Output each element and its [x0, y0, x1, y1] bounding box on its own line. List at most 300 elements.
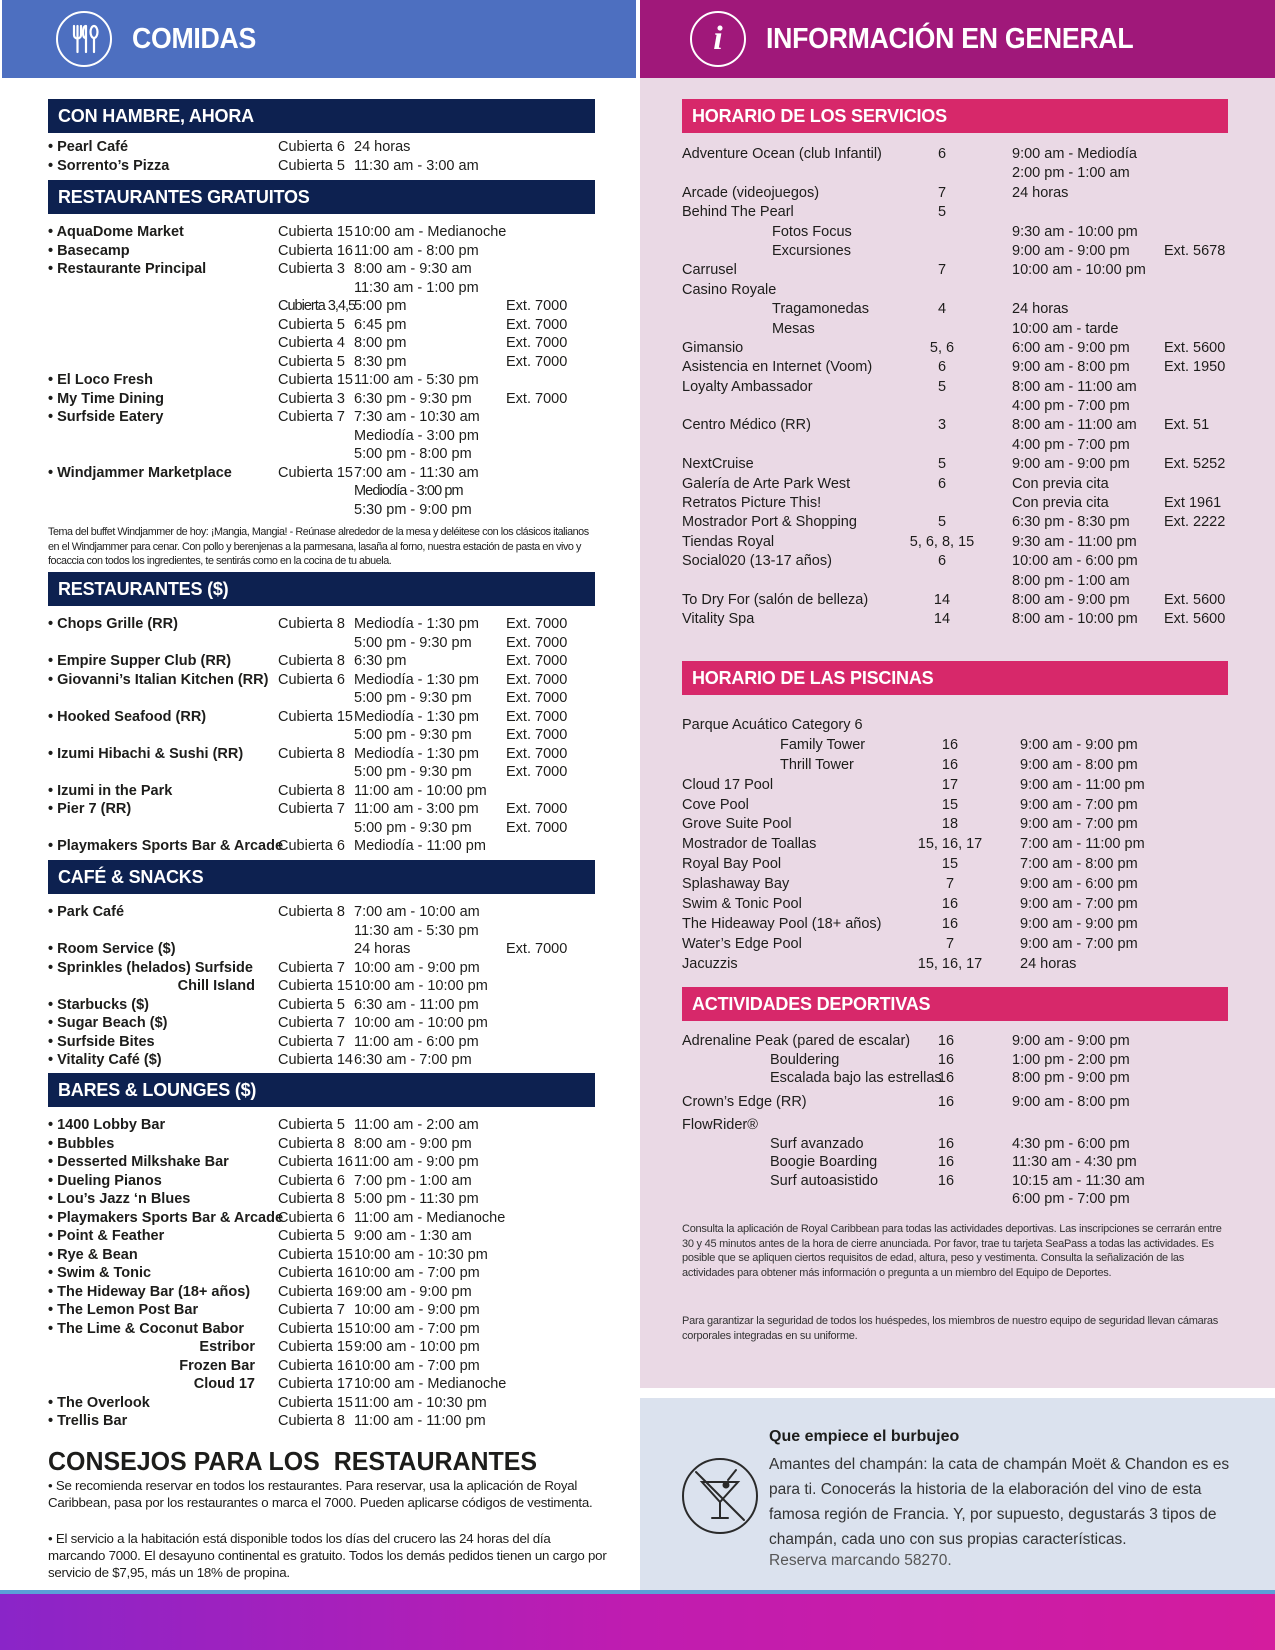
list-item [48, 1014, 608, 1033]
item-location: Cubierta 5 [278, 157, 345, 174]
item-location: Cubierta 15 [278, 1320, 353, 1337]
item-hours: Mediodía - 3:00 pm [354, 427, 479, 444]
item-hours: 5:00 pm - 9:30 pm [354, 727, 472, 743]
list-item [682, 494, 1242, 513]
item-location: Cubierta 8 [278, 653, 345, 669]
list-item [48, 390, 608, 409]
item-name: • Bubbles [48, 1135, 115, 1152]
list-item [48, 615, 608, 634]
list-item [682, 855, 1242, 875]
list-item [48, 1246, 608, 1265]
item-hours: Mediodía - 1:30 pm [354, 616, 479, 632]
list-item [682, 203, 1242, 222]
item-location: 4 [937, 301, 947, 318]
list-bares-lounges [48, 1116, 608, 1431]
item-name: • Pearl Café [48, 139, 129, 155]
item-location: 3 [937, 417, 947, 434]
list-item [682, 875, 1242, 895]
list-item [48, 1394, 608, 1413]
item-hours: 9:00 am - 9:00 pm [1020, 915, 1138, 932]
item-name: Carrusel [682, 262, 737, 279]
champagne-title: Que empiece el burbujeo [769, 1428, 960, 1445]
item-extension: Ext. 7000 [506, 390, 568, 407]
item-name: Mesas [772, 320, 815, 337]
item-hours: 10:00 am - 7:00 pm [354, 1320, 480, 1337]
item-name: NextCruise [682, 456, 754, 473]
comidas-header [2, 0, 636, 78]
list-item [682, 1190, 1242, 1209]
item-extension: Ext. 7000 [506, 616, 568, 632]
item-name: Splashaway Bay [682, 876, 790, 893]
list-item [48, 157, 608, 176]
item-hours: 4:00 pm - 7:00 pm [1012, 398, 1130, 415]
list-item [682, 320, 1242, 339]
item-extension: Ext. 1950 [1164, 359, 1226, 376]
item-hours: 9:00 am - 7:00 pm [1020, 796, 1138, 813]
item-location: Cubierta 15 [278, 708, 353, 725]
item-name: Loyalty Ambassador [682, 378, 813, 395]
item-name: • The Overlook [48, 1394, 150, 1411]
item-hours: 5:00 pm - 9:30 pm [354, 819, 472, 836]
item-name: Escalada bajo las estrellas [770, 1070, 942, 1086]
item-name: • El Loco Fresh [48, 372, 153, 388]
item-hours: 4:00 pm - 7:00 pm [1012, 436, 1130, 453]
item-hours: 11:30 am - 1:00 pm [354, 279, 479, 296]
item-name: Water’s Edge Pool [682, 935, 802, 952]
item-name: Gimansio [682, 339, 744, 356]
item-hours: 2:00 pm - 1:00 am [1012, 165, 1130, 182]
item-extension: Ext. 7000 [506, 819, 568, 836]
item-hours: 7:30 am - 10:30 am [354, 409, 480, 425]
section-actividades-deportivas: ACTIVIDADES DEPORTIVAS [682, 987, 1228, 1021]
list-item [48, 138, 608, 157]
windjammer-note: Tema del buffet Windjammer de hoy: ¡Mangia, Mangia! - Reúnase alrededor de la mesa y deléitese con los clásicos italianos en el Windjammer para cenar. Con pollo y berenjenas a la parmesana, lasaña al forno, nuestra estación de pasta en vivo y focaccia con todos los ingredientes, te sentirás como en la cocina de tu abuela. [48, 526, 589, 568]
item-location: 15 [941, 796, 959, 813]
item-hours: 6:00 pm - 7:00 pm [1012, 1191, 1130, 1207]
item-name: • Giovanni’s Italian Kitchen (RR) [48, 671, 269, 688]
item-name: Arcade (videojuegos) [682, 184, 820, 201]
item-hours: 8:00 pm - 9:00 pm [1012, 1070, 1130, 1086]
martini-icon [682, 1458, 758, 1534]
item-name: Adrenaline Peak (pared de escalar) [682, 1033, 911, 1049]
consejos-title: CONSEJOS PARA LOS RESTAURANTES [48, 1446, 538, 1476]
item-hours: 6:45 pm [354, 316, 407, 333]
item-extension: Ext 1961 [1164, 495, 1222, 512]
list-item [48, 745, 608, 764]
item-name: Grove Suite Pool [682, 816, 792, 833]
item-name: The Hideaway Pool (18+ años) [682, 915, 882, 932]
item-name: • Windjammer Marketplace [48, 464, 232, 481]
list-item [48, 977, 608, 996]
item-name: • Playmakers Sports Bar & Arcade [48, 838, 284, 854]
item-name: • My Time Dining [48, 390, 164, 407]
list-item [682, 610, 1242, 629]
item-hours: 10:00 am - tarde [1012, 320, 1119, 337]
item-hours: 11:00 am - 5:30 pm [354, 372, 479, 388]
item-hours: 10:00 am - 7:00 pm [354, 1265, 480, 1281]
item-hours: 9:00 am - Mediodía [1012, 146, 1137, 162]
item-location: Cubierta 5 [278, 1117, 345, 1133]
list-item [682, 145, 1242, 164]
list-item [48, 1051, 608, 1070]
section-con-hambre: CON HAMBRE, AHORA [48, 99, 595, 133]
item-name: • Empire Supper Club (RR) [48, 653, 232, 669]
item-location: Cubierta 3 [278, 261, 345, 277]
list-item [682, 1032, 1242, 1051]
item-hours: 11:30 am - 4:30 pm [1012, 1154, 1137, 1170]
list-item [682, 184, 1242, 203]
item-name: Tragamonedas [772, 301, 869, 318]
list-item [48, 689, 608, 708]
list-item [682, 1069, 1242, 1088]
item-name: • Pier 7 (RR) [48, 801, 132, 817]
item-name: Excursiones [772, 242, 851, 259]
list-item [682, 416, 1242, 435]
item-location: Cubierta 17 [278, 1376, 353, 1392]
item-hours: 8:00 am - 10:00 pm [1012, 611, 1138, 628]
list-item [48, 671, 608, 690]
info-title: INFORMACIÓN EN GENERAL [766, 22, 1134, 55]
item-location: Cubierta 15 [278, 1246, 353, 1263]
item-hours: 10:00 am - 9:00 pm [354, 959, 480, 976]
item-extension: Ext. 5678 [1164, 242, 1226, 259]
list-horario-piscinas [682, 716, 1242, 975]
item-extension: Ext. 2222 [1164, 514, 1226, 531]
item-location: Cubierta 7 [278, 801, 345, 817]
section-horario-servicios: HORARIO DE LOS SERVICIOS [682, 99, 1228, 133]
list-item [48, 1209, 608, 1228]
list-item [48, 1338, 608, 1357]
item-hours: 10:00 am - 10:00 pm [1012, 262, 1146, 279]
section-restaurantes-gratuitos: RESTAURANTES GRATUITOS [48, 180, 595, 214]
item-hours: 10:00 am - 7:00 pm [354, 1357, 480, 1374]
item-location: Cubierta 15 [278, 978, 353, 994]
info-header [640, 0, 1275, 78]
item-hours: Con previa cita [1012, 475, 1109, 492]
item-location: 5 [937, 204, 947, 221]
item-name: • Sugar Beach ($) [48, 1015, 168, 1031]
item-location: Cubierta 7 [278, 959, 345, 976]
item-extension: Ext. 7000 [506, 690, 568, 706]
item-name: FlowRider® [682, 1117, 758, 1133]
item-location: 16 [941, 896, 959, 913]
item-location: Cubierta 4 [278, 335, 345, 351]
item-hours: 10:00 am - 10:30 pm [354, 1246, 488, 1263]
item-hours: 6:30 am - 11:00 pm [354, 996, 479, 1013]
item-location: Cubierta 5 [278, 996, 345, 1013]
item-hours: 1:00 pm - 2:00 pm [1012, 1051, 1130, 1068]
item-location: Cubierta 8 [278, 1413, 345, 1429]
seguridad-note: Para garantizar la seguridad de todos los huéspedes, los miembros de nuestro equipo de seguridad llevan cámaras corporales integradas en su uniforme. [682, 1315, 1219, 1342]
item-location: 16 [941, 915, 959, 932]
list-actividades-deportivas [682, 1032, 1242, 1209]
item-hours: 7:00 am - 11:30 am [354, 464, 479, 481]
list-restaurantes-pago [48, 615, 608, 856]
item-location: 14 [933, 591, 951, 608]
item-location: 7 [937, 262, 947, 279]
item-name: Parque Acuático Category 6 [682, 717, 863, 733]
item-hours: 11:30 am - 5:30 pm [354, 922, 479, 939]
list-item [48, 279, 608, 298]
item-hours: 8:00 am - 9:00 pm [354, 1135, 472, 1152]
item-location: 5, 6, 8, 15 [909, 533, 975, 550]
item-hours: Con previa cita [1012, 495, 1109, 512]
list-item [682, 261, 1242, 280]
item-location: Cubierta 15 [278, 464, 353, 481]
item-location: 5 [937, 514, 947, 531]
list-item [48, 1153, 608, 1172]
item-hours: 9:00 am - 1:30 am [354, 1228, 472, 1244]
item-hours: 8:00 am - 11:00 am [1012, 378, 1137, 395]
list-item [48, 464, 608, 483]
item-hours: 24 horas [1012, 301, 1069, 318]
item-extension: Ext. 7000 [506, 316, 568, 333]
footer-band [0, 1594, 1275, 1650]
item-name: • Surfside Bites [48, 1033, 155, 1050]
item-location: 7 [945, 935, 955, 952]
item-hours: 9:30 am - 10:00 pm [1012, 223, 1138, 240]
item-name: • Point & Feather [48, 1228, 165, 1244]
item-name: • Surfside Eatery [48, 409, 164, 425]
list-item [48, 297, 608, 316]
item-extension: Ext. 7000 [506, 653, 568, 669]
list-item [682, 935, 1242, 955]
item-hours: 11:00 am - 8:00 pm [354, 242, 479, 259]
item-name: • Lou’s Jazz ‘n Blues [48, 1191, 191, 1207]
info-icon: i [690, 11, 746, 67]
item-location: Cubierta 16 [278, 1283, 353, 1300]
item-name: Adventure Ocean (club Infantil) [682, 146, 882, 162]
item-hours: Mediodía - 11:00 pm [354, 838, 486, 854]
item-location: 16 [937, 1135, 955, 1152]
list-item [48, 1172, 608, 1191]
item-extension: Ext. 7000 [506, 801, 568, 817]
list-item [682, 1172, 1242, 1191]
item-location: Cubierta 7 [278, 409, 345, 425]
item-hours: 11:00 am - Medianoche [354, 1209, 506, 1226]
list-horario-servicios [682, 145, 1242, 630]
item-name: • Izumi Hibachi & Sushi (RR) [48, 745, 244, 762]
item-hours: 5:00 pm - 9:30 pm [354, 634, 472, 651]
item-hours: 11:00 am - 10:00 pm [354, 782, 487, 799]
item-name: Mostrador de Toallas [682, 836, 817, 853]
list-item [682, 1111, 1242, 1135]
list-item [48, 1301, 608, 1320]
item-hours: 24 horas [354, 941, 411, 957]
item-hours: 10:15 am - 11:30 am [1012, 1172, 1145, 1189]
item-hours: 11:00 am - 10:30 pm [354, 1394, 487, 1411]
item-location: 16 [937, 1154, 955, 1170]
item-name: To Dry For (salón de belleza) [682, 591, 869, 608]
item-name: Cloud 17 [193, 1376, 255, 1392]
consejos-p2: • El servicio a la habitación está disponible todos los días del crucero las 24 horas del día marcando 7000. El desayuno continental es gratuito. Todos los demás pedidos tienen un cargo por servicio de $7,95, más un 18% de propina. [48, 1531, 607, 1581]
item-location: Cubierta 16 [278, 1357, 353, 1374]
item-hours: 9:00 am - 11:00 pm [1020, 776, 1145, 793]
item-hours: 24 horas [1020, 955, 1077, 972]
item-location: Cubierta 8 [278, 782, 345, 799]
item-location: 16 [941, 736, 959, 753]
list-item [48, 726, 608, 745]
list-item [682, 281, 1242, 300]
item-location: Cubierta 15 [278, 1394, 353, 1411]
item-hours: 4:30 pm - 6:00 pm [1012, 1135, 1130, 1152]
item-hours: 9:00 am - 9:00 pm [1012, 242, 1130, 259]
list-item [682, 1088, 1242, 1112]
list-item [682, 591, 1242, 610]
list-item [48, 1190, 608, 1209]
item-name: • Vitality Café ($) [48, 1052, 162, 1068]
list-restaurantes-gratuitos [48, 223, 608, 519]
item-name: Thrill Tower [780, 756, 854, 773]
section-bares-lounges: BARES & LOUNGES ($) [48, 1073, 595, 1107]
list-item [48, 837, 608, 856]
item-hours: Mediodía - 1:30 pm [354, 671, 479, 688]
list-item [682, 300, 1242, 319]
section-horario-piscinas: HORARIO DE LAS PISCINAS [682, 661, 1228, 695]
list-item [48, 1283, 608, 1302]
list-item [682, 358, 1242, 377]
item-location: Cubierta 5 [278, 316, 345, 333]
item-name: • Dueling Pianos [48, 1172, 162, 1189]
item-location: 16 [937, 1093, 955, 1110]
list-item [682, 378, 1242, 397]
item-hours: 5:00 pm - 11:30 pm [354, 1191, 479, 1207]
list-item [48, 1116, 608, 1135]
item-location: Cubierta 5 [278, 353, 345, 370]
item-hours: 8:00 am - 9:30 am [354, 261, 472, 277]
item-name: Swim & Tonic Pool [682, 896, 802, 913]
item-hours: 9:00 am - 8:00 pm [1012, 359, 1130, 376]
list-item [48, 371, 608, 390]
item-name: • Swim & Tonic [48, 1265, 152, 1281]
item-location: 5 [937, 378, 947, 395]
item-location: 6 [937, 359, 947, 376]
champagne-promo [640, 1398, 1275, 1593]
item-location: 17 [941, 776, 959, 793]
item-name: Tiendas Royal [682, 533, 775, 550]
champagne-cta: Reserva marcando 58270. [769, 1552, 952, 1569]
item-hours: 8:00 pm [354, 335, 407, 351]
item-extension: Ext. 7000 [506, 634, 568, 651]
list-item [48, 652, 608, 671]
item-name: • Desserted Milkshake Bar [48, 1154, 229, 1170]
item-hours: 9:00 am - 10:00 pm [354, 1339, 480, 1355]
item-hours: 9:00 am - 7:00 pm [1020, 935, 1138, 952]
list-item [48, 1033, 608, 1052]
item-location: 15, 16, 17 [917, 955, 983, 972]
item-extension: Ext. 7000 [506, 745, 568, 762]
item-hours: 9:00 am - 6:00 pm [1020, 876, 1138, 893]
list-item [48, 353, 608, 372]
item-location: 7 [945, 876, 955, 893]
item-hours: 5:00 pm [354, 298, 407, 314]
item-name: • Rye & Bean [48, 1246, 138, 1263]
item-location: 15 [941, 856, 959, 873]
item-name: Asistencia en Internet (Voom) [682, 359, 873, 376]
list-item [48, 260, 608, 279]
item-hours: 7:00 am - 8:00 pm [1020, 856, 1138, 873]
list-item [682, 915, 1242, 935]
item-location: 16 [937, 1172, 955, 1189]
list-item [48, 763, 608, 782]
item-extension: Ext. 7000 [506, 671, 568, 688]
list-item [48, 940, 608, 959]
item-location: Cubierta 8 [278, 616, 345, 632]
item-name: Surf avanzado [770, 1135, 864, 1152]
item-hours: 5:00 pm - 9:30 pm [354, 690, 472, 706]
item-name: Surf autoasistido [770, 1172, 879, 1189]
item-extension: Ext. 7000 [506, 941, 568, 957]
list-item [48, 445, 608, 464]
item-name: • 1400 Lobby Bar [48, 1117, 166, 1133]
item-hours: 6:30 pm - 9:30 pm [354, 390, 472, 407]
item-location: 5 [937, 456, 947, 473]
item-location: 5, 6 [929, 339, 955, 356]
item-name: • Trellis Bar [48, 1413, 128, 1429]
item-extension: Ext. 51 [1164, 417, 1210, 434]
item-location: Cubierta 15 [278, 372, 353, 388]
list-item [48, 242, 608, 261]
list-item [682, 815, 1242, 835]
item-hours: 24 horas [354, 139, 411, 155]
item-name: • The Lime & Coconut Babor [48, 1320, 244, 1337]
list-item [682, 552, 1242, 571]
list-item [48, 708, 608, 727]
item-name: Crown’s Edge (RR) [682, 1093, 807, 1110]
list-item [48, 1357, 608, 1376]
item-hours: 8:00 am - 11:00 am [1012, 417, 1137, 434]
item-name: Vitality Spa [682, 611, 755, 628]
item-hours: 11:00 am - 2:00 am [354, 1117, 479, 1133]
item-name: • Sprinkles (helados) Surfside [48, 959, 253, 976]
item-location: Cubierta 6 [278, 671, 345, 688]
list-item [682, 397, 1242, 416]
item-location: Cubierta 7 [278, 1015, 345, 1031]
item-location: Cubierta 16 [278, 242, 353, 259]
list-item [682, 776, 1242, 796]
item-name: Fotos Focus [772, 223, 852, 240]
item-name: • The Hideway Bar (18+ años) [48, 1283, 251, 1300]
list-item [682, 835, 1242, 855]
list-item [48, 782, 608, 801]
item-location: Cubierta 16 [278, 1154, 353, 1170]
list-item [682, 475, 1242, 494]
item-name: Bouldering [770, 1051, 840, 1068]
item-name: Cove Pool [682, 796, 749, 813]
item-extension: Ext. 7000 [506, 335, 568, 351]
item-location: 6 [937, 553, 947, 570]
item-location: Cubierta 15 [278, 224, 353, 240]
item-name: Cloud 17 Pool [682, 776, 774, 793]
item-hours: 8:00 pm - 1:00 am [1012, 572, 1130, 589]
item-hours: 11:00 am - 9:00 pm [354, 1154, 479, 1170]
item-location: Cubierta 8 [278, 1135, 345, 1152]
list-item [682, 436, 1242, 455]
item-hours: 9:00 am - 9:00 pm [354, 1283, 472, 1300]
item-location: 14 [933, 611, 951, 628]
list-item [682, 533, 1242, 552]
item-hours: 6:00 am - 9:00 pm [1012, 339, 1130, 356]
list-item [682, 1135, 1242, 1154]
item-name: • Basecamp [48, 242, 130, 259]
item-location: Cubierta 8 [278, 904, 345, 920]
item-name: Casino Royale [682, 281, 777, 298]
item-hours: 9:00 am - 9:00 pm [1012, 456, 1130, 473]
item-hours: Mediodía - 3:00 pm [354, 483, 463, 499]
deportes-note: Consulta la aplicación de Royal Caribbean para todas las actividades deportivas. Las inscripciones se cerrarán entre 30 y 45 minutos antes de la hora de cierre anunciada. Por favor, trae tu tarjeta SeaPass a todas las actividades. Es posible que se apliquen ciertos requisitos de edad, altura, peso y vestimenta. Consulta la señalización de las actividades para obtener más información o pregunta a un miembro del Equipo de Deportes. [682, 1223, 1222, 1279]
item-hours: 9:00 am - 9:00 pm [1020, 736, 1138, 753]
item-hours: 9:00 am - 8:00 pm [1020, 756, 1138, 773]
